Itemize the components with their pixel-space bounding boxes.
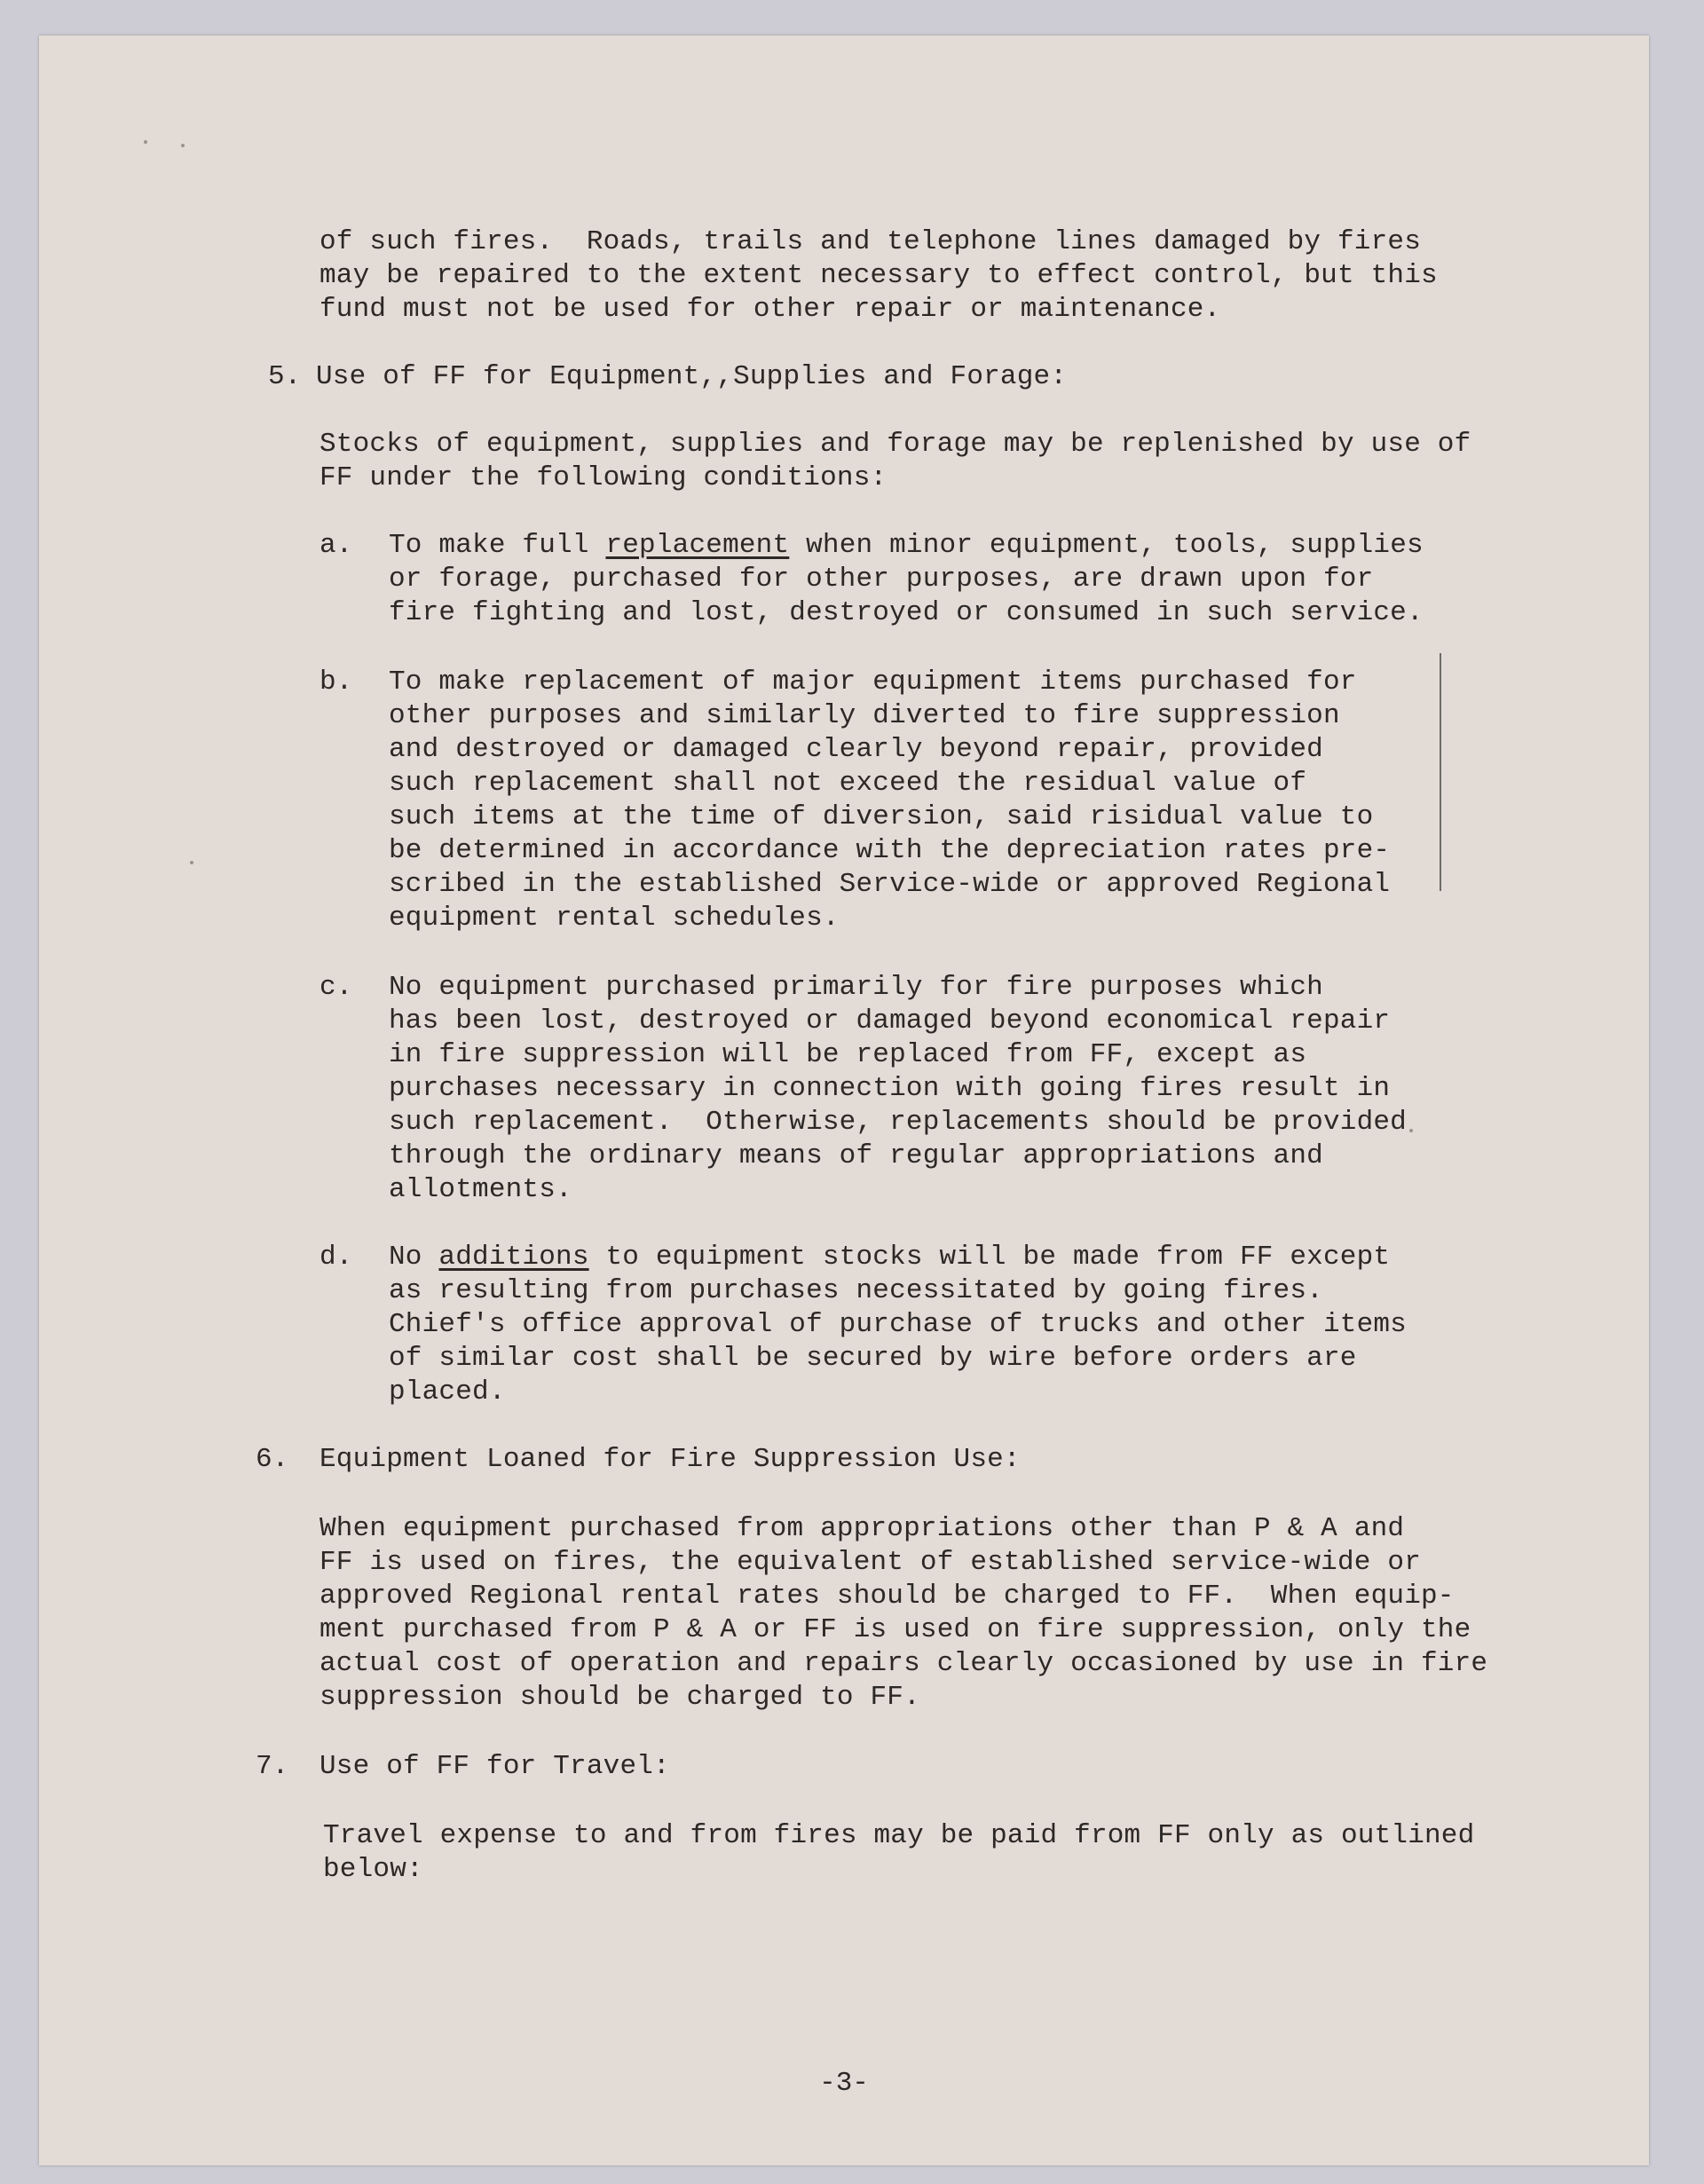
- item-a-letter: a.: [320, 530, 353, 561]
- item-b-line-3: and destroyed or damaged clearly beyond repair, provided: [389, 734, 1323, 765]
- section-7-number: 7.: [256, 1751, 289, 1782]
- item-c-line-5: such replacement. Otherwise, replacements should be provided: [389, 1107, 1407, 1138]
- section-5-heading: Use of FF for Equipment,,Supplies and Forage:: [316, 361, 1068, 392]
- section-7-heading: Use of FF for Travel:: [320, 1751, 670, 1782]
- item-c-line-2: has been lost, destroyed or damaged beyond economical repair: [389, 1005, 1391, 1037]
- item-c-line-4: purchases necessary in connection with going fires result in: [389, 1073, 1391, 1104]
- section-7-line-1: Travel expense to and from fires may be paid from FF only as outlined: [323, 1820, 1475, 1851]
- section-6-line-5: actual cost of operation and repairs clearly occasioned by use in fire: [320, 1648, 1488, 1679]
- document-page: [39, 35, 1649, 2165]
- item-a-line-1-end: when minor equipment, tools, supplies: [789, 530, 1424, 561]
- item-d-line-1-end: to equipment stocks will be made from FF except: [588, 1242, 1391, 1273]
- section-6-line-1: When equipment purchased from appropriations other than P & A and: [320, 1513, 1405, 1544]
- section-6-number: 6.: [256, 1444, 289, 1475]
- item-a-underlined-word: replacement: [605, 530, 790, 561]
- item-b-line-2: other purposes and similarly diverted to fire suppression: [389, 700, 1340, 731]
- page-number: -3-: [819, 2068, 869, 2099]
- intro-line-1: of such fires. Roads, trails and telephone lines damaged by fires: [320, 226, 1421, 257]
- item-d-line-1-start: No: [389, 1242, 439, 1273]
- section-7-line-2: below:: [323, 1854, 423, 1885]
- item-d-line-2: as resulting from purchases necessitated by going fires.: [389, 1275, 1323, 1306]
- section-5-intro-line-1: Stocks of equipment, supplies and forage may be replenished by use of: [320, 429, 1471, 460]
- intro-line-2: may be repaired to the extent necessary to effect control, but this: [320, 260, 1438, 291]
- item-b-line-4: such replacement shall not exceed the residual value of: [389, 768, 1307, 799]
- intro-line-3: fund must not be used for other repair or maintenance.: [320, 294, 1221, 325]
- item-b-letter: b.: [320, 666, 353, 698]
- item-d-underlined-word: additions: [438, 1242, 589, 1273]
- item-b-line-1: To make replacement of major equipment items purchased for: [389, 666, 1357, 698]
- section-5-number: 5.: [268, 361, 302, 392]
- item-d-letter: d.: [320, 1242, 353, 1273]
- item-c-line-3: in fire suppression will be replaced from FF, except as: [389, 1039, 1307, 1070]
- section-6-heading: Equipment Loaned for Fire Suppression Use:: [320, 1444, 1021, 1475]
- item-a-line-2: or forage, purchased for other purposes, are drawn upon for: [389, 564, 1374, 595]
- item-c-line-1: No equipment purchased primarily for fire purposes which: [389, 972, 1323, 1003]
- item-a-line-1-start: To make full: [389, 530, 606, 561]
- margin-mark: [1440, 653, 1441, 891]
- item-d-line-5: placed.: [389, 1376, 506, 1407]
- section-6-line-2: FF is used on fires, the equivalent of established service-wide or: [320, 1547, 1421, 1578]
- item-b-line-5: such items at the time of diversion, said risidual value to: [389, 801, 1374, 832]
- paper-speck: [1409, 1129, 1413, 1132]
- item-d-line-4: of similar cost shall be secured by wire before orders are: [389, 1343, 1357, 1374]
- paper-speck: [190, 861, 193, 864]
- item-a-line-1: [389, 529, 1424, 563]
- item-d-line-3: Chief's office approval of purchase of trucks and other items: [389, 1309, 1407, 1340]
- item-b-line-7: scribed in the established Service-wide or approved Regional: [389, 869, 1391, 900]
- item-c-letter: c.: [320, 972, 353, 1003]
- item-b-line-8: equipment rental schedules.: [389, 903, 840, 934]
- item-a-line-3: fire fighting and lost, destroyed or consumed in such service.: [389, 597, 1424, 628]
- section-6-line-6: suppression should be charged to FF.: [320, 1682, 920, 1713]
- paper-speck: [181, 144, 185, 147]
- item-d-line-1: [389, 1241, 1390, 1274]
- item-c-line-6: through the ordinary means of regular appropriations and: [389, 1140, 1323, 1171]
- section-5-intro-line-2: FF under the following conditions:: [320, 462, 888, 493]
- section-6-line-4: ment purchased from P & A or FF is used on fire suppression, only the: [320, 1614, 1471, 1645]
- section-6-line-3: approved Regional rental rates should be charged to FF. When equip-: [320, 1581, 1455, 1612]
- paper-speck: [144, 140, 147, 144]
- item-b-line-6: be determined in accordance with the depreciation rates pre-: [389, 835, 1391, 866]
- item-c-line-7: allotments.: [389, 1174, 572, 1205]
